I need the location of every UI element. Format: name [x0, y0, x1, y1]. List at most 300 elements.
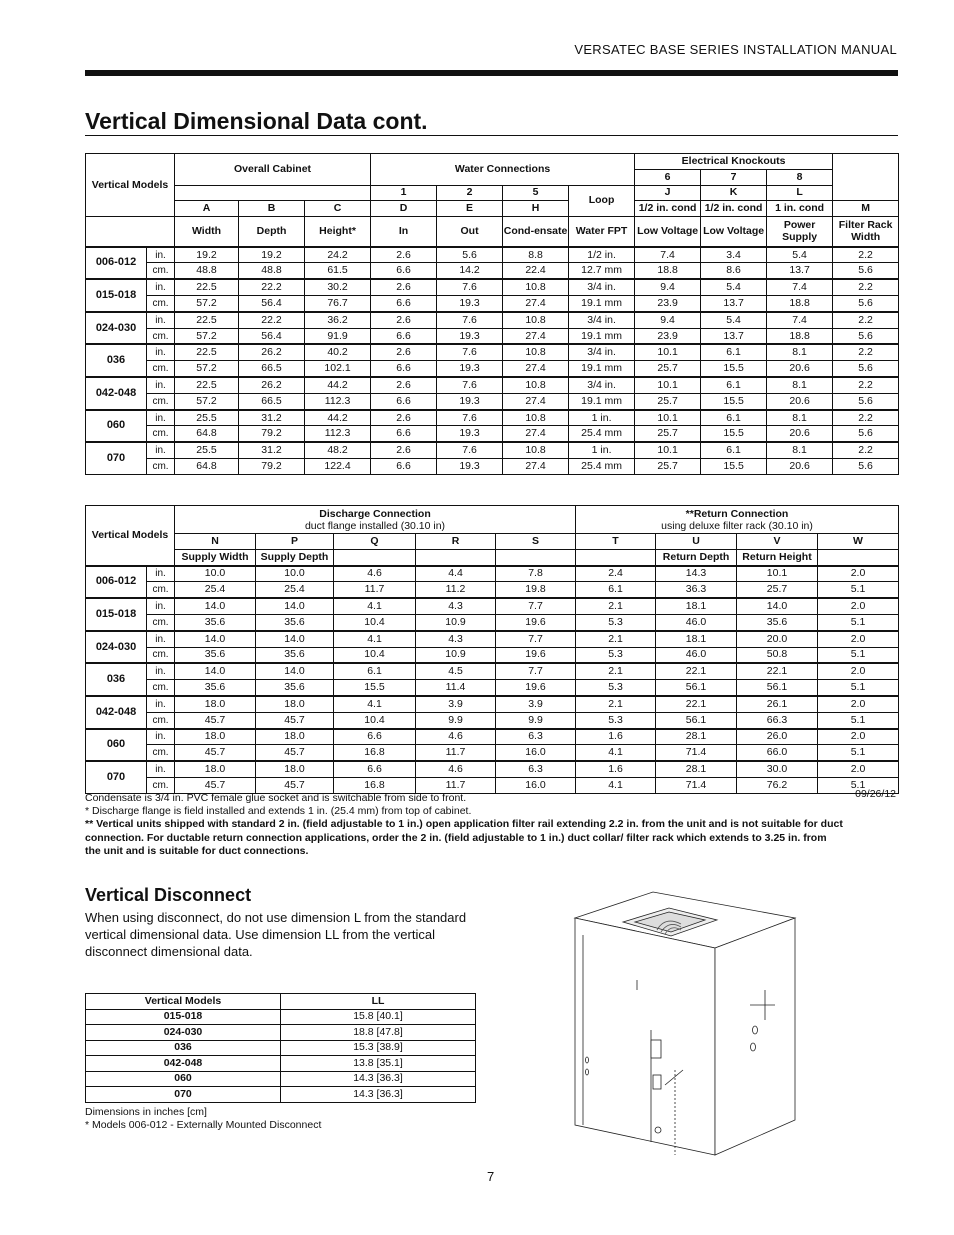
value-cell: 8.1 [767, 377, 833, 393]
value-cell: 4.3 [416, 598, 496, 614]
value-cell: 14.0 [175, 598, 256, 614]
table-row [86, 312, 899, 328]
desc-j: Low Voltage [635, 217, 701, 247]
unit-cell: in. [147, 631, 175, 647]
value-cell: 5.4 [767, 247, 833, 263]
value-cell: 27.4 [503, 393, 569, 409]
table-row [86, 328, 899, 344]
value-cell: 26.2 [239, 344, 305, 360]
value-cell: 26.1 [737, 696, 818, 712]
value-cell: 2.6 [371, 442, 437, 458]
model-cell: 060 [86, 410, 147, 443]
model-cell: 060 [86, 729, 147, 762]
desc-w-blank [818, 549, 899, 565]
value-cell: 10.9 [416, 647, 496, 663]
value-cell: 4.6 [416, 761, 496, 777]
unit-cell: cm. [147, 582, 175, 598]
value-cell: 6.6 [371, 393, 437, 409]
value-cell: 40.2 [305, 344, 371, 360]
desc-h: Cond-ensate [503, 217, 569, 247]
value-cell: 46.0 [656, 647, 737, 663]
col-b: B [239, 201, 305, 217]
value-cell: 2.6 [371, 344, 437, 360]
value-cell: 4.4 [416, 566, 496, 582]
value-cell: 13.7 [701, 328, 767, 344]
page-number: 7 [487, 1169, 495, 1184]
value-cell: 10.4 [334, 712, 416, 728]
value-cell: 26.2 [239, 377, 305, 393]
knockout-6: 6 [635, 169, 701, 185]
value-cell: 2.6 [371, 410, 437, 426]
value-cell: 46.0 [656, 614, 737, 630]
table-row [86, 745, 899, 761]
value-cell: 13.7 [701, 296, 767, 312]
value-cell: 12.7 mm [569, 263, 635, 279]
value-cell: 45.7 [256, 745, 334, 761]
value-cell: 1/2 in. [569, 247, 635, 263]
col-m: M [833, 201, 899, 217]
ll-value-cell: 14.3 [36.3] [281, 1071, 476, 1087]
value-cell: 18.8 [767, 328, 833, 344]
value-cell: 48.8 [239, 263, 305, 279]
disconnect-footnotes [85, 1106, 321, 1132]
water-5: 5 [503, 185, 569, 201]
value-cell: 5.4 [701, 279, 767, 295]
value-cell: 5.6 [437, 247, 503, 263]
model-cell: 070 [86, 761, 147, 793]
value-cell: 6.1 [701, 410, 767, 426]
value-cell: 2.0 [818, 663, 899, 679]
desc-n: Supply Width [175, 549, 256, 565]
value-cell: 2.1 [576, 631, 656, 647]
table-row [86, 1040, 476, 1056]
col-p: P [256, 534, 334, 550]
ll-model-cell: 015-018 [86, 1009, 281, 1025]
value-cell: 6.6 [371, 328, 437, 344]
ll-model-cell: 070 [86, 1087, 281, 1103]
desc-b: Depth [239, 217, 305, 247]
value-cell: 10.8 [503, 442, 569, 458]
value-cell: 7.8 [496, 566, 576, 582]
value-cell: 6.6 [371, 263, 437, 279]
value-cell: 2.0 [818, 631, 899, 647]
value-cell: 45.7 [175, 712, 256, 728]
value-cell: 6.1 [576, 582, 656, 598]
value-cell: 6.6 [371, 459, 437, 475]
value-cell: 18.0 [175, 729, 256, 745]
desc-m: Filter Rack Width [833, 217, 899, 247]
unit-cell: in. [147, 410, 175, 426]
discharge-title: Discharge Connection [319, 507, 431, 520]
ll-value-cell: 14.3 [36.3] [281, 1087, 476, 1103]
value-cell: 2.6 [371, 247, 437, 263]
value-cell: 5.6 [833, 426, 899, 442]
value-cell: 15.5 [701, 393, 767, 409]
table-row [86, 377, 899, 393]
value-cell: 7.7 [496, 598, 576, 614]
value-cell: 22.1 [656, 696, 737, 712]
value-cell: 50.8 [737, 647, 818, 663]
value-cell: 19.6 [496, 614, 576, 630]
value-cell: 2.0 [818, 566, 899, 582]
value-cell: 5.1 [818, 582, 899, 598]
value-cell: 7.4 [767, 279, 833, 295]
value-cell: 27.4 [503, 426, 569, 442]
value-cell: 10.0 [256, 566, 334, 582]
table-notes [85, 792, 845, 858]
value-cell: 22.1 [656, 663, 737, 679]
return-title: **Return Connection [685, 507, 789, 520]
desc-e: Out [437, 217, 503, 247]
value-cell: 25.7 [635, 361, 701, 377]
table-row [86, 426, 899, 442]
value-cell: 35.6 [256, 680, 334, 696]
value-cell: 25.7 [635, 459, 701, 475]
table-row [86, 647, 899, 663]
value-cell: 30.0 [737, 761, 818, 777]
return-sub: using deluxe filter rack (30.10 in) [661, 519, 813, 532]
value-cell: 10.1 [635, 442, 701, 458]
value-cell: 4.5 [416, 663, 496, 679]
value-cell: 19.1 mm [569, 328, 635, 344]
unit-cell: cm. [147, 328, 175, 344]
value-cell: 2.1 [576, 598, 656, 614]
col-u: U [656, 534, 737, 550]
desc-k: Low Voltage [701, 217, 767, 247]
desc-s-blank [496, 549, 576, 565]
unit-cell: in. [147, 696, 175, 712]
value-cell: 19.3 [437, 296, 503, 312]
desc-d: In [371, 217, 437, 247]
table-row [86, 761, 899, 777]
desc-a: Width [175, 217, 239, 247]
value-cell: 16.8 [334, 745, 416, 761]
value-cell: 2.0 [818, 761, 899, 777]
unit-cell: in. [147, 344, 175, 360]
table-row [86, 663, 899, 679]
value-cell: 8.1 [767, 410, 833, 426]
col-w: W [818, 534, 899, 550]
value-cell: 15.5 [701, 459, 767, 475]
value-cell: 2.2 [833, 279, 899, 295]
value-cell: 5.3 [576, 680, 656, 696]
value-cell: 4.1 [576, 777, 656, 793]
footnote-models: * Models 006-012 - Externally Mounted Disconnect [85, 1119, 322, 1131]
value-cell: 2.2 [833, 247, 899, 263]
value-cell: 19.8 [496, 582, 576, 598]
value-cell: 2.6 [371, 377, 437, 393]
value-cell: 3/4 in. [569, 312, 635, 328]
value-cell: 19.2 [175, 247, 239, 263]
value-cell: 10.4 [334, 614, 416, 630]
ll-models-header: Vertical Models [86, 994, 281, 1010]
value-cell: 5.6 [833, 393, 899, 409]
value-cell: 19.6 [496, 680, 576, 696]
value-cell: 4.1 [576, 745, 656, 761]
table-row [86, 566, 899, 582]
value-cell: 6.6 [371, 426, 437, 442]
value-cell: 19.1 mm [569, 361, 635, 377]
value-cell: 6.6 [334, 729, 416, 745]
value-cell: 5.6 [833, 296, 899, 312]
knockout-7: 7 [701, 169, 767, 185]
value-cell: 16.0 [496, 745, 576, 761]
ll-value-cell: 13.8 [35.1] [281, 1056, 476, 1072]
desc-u: Return Depth [656, 549, 737, 565]
header-rule [85, 70, 898, 76]
value-cell: 35.6 [175, 647, 256, 663]
value-cell: 14.0 [737, 598, 818, 614]
value-cell: 7.6 [437, 377, 503, 393]
col-n: N [175, 534, 256, 550]
unit-cell: in. [147, 598, 175, 614]
value-cell: 35.6 [256, 647, 334, 663]
desc-r-blank [416, 549, 496, 565]
value-cell: 9.4 [635, 279, 701, 295]
value-cell: 6.1 [701, 377, 767, 393]
value-cell: 10.8 [503, 344, 569, 360]
model-cell: 015-018 [86, 598, 147, 631]
value-cell: 31.2 [239, 410, 305, 426]
value-cell: 4.6 [416, 729, 496, 745]
value-cell: 57.2 [175, 393, 239, 409]
value-cell: 15.5 [334, 680, 416, 696]
value-cell: 7.7 [496, 663, 576, 679]
model-cell: 036 [86, 344, 147, 377]
value-cell: 2.2 [833, 442, 899, 458]
models-header-2: Vertical Models [86, 506, 175, 566]
connection-dimension-table [85, 505, 899, 794]
value-cell: 26.0 [737, 729, 818, 745]
value-cell: 76.7 [305, 296, 371, 312]
unit-cell: in. [147, 761, 175, 777]
value-cell: 71.4 [656, 745, 737, 761]
cabinet-dimension-table [85, 153, 899, 475]
note-vertical: ** Vertical units shipped with standard 2 in. (field adjustable to 1 in.) open application filter rail extending 2.2 in. from the unit and is not suitable for duct connection. For ductable return connection applications, order the 2 in. (field adjustable to 1 in.) duct collar/ filter rack which extends to 3.25 in. from the unit and is suitable for duct connections. [85, 818, 843, 857]
value-cell: 2.0 [818, 729, 899, 745]
model-cell: 036 [86, 663, 147, 696]
col-l-sub: 1 in. cond [767, 201, 833, 217]
value-cell: 3/4 in. [569, 279, 635, 295]
value-cell: 5.6 [833, 361, 899, 377]
col-s: S [496, 534, 576, 550]
value-cell: 2.1 [576, 663, 656, 679]
desc-c: Height* [305, 217, 371, 247]
value-cell: 22.1 [737, 663, 818, 679]
value-cell: 10.8 [503, 410, 569, 426]
value-cell: 76.2 [737, 777, 818, 793]
water-1: 1 [371, 185, 437, 201]
value-cell: 5.1 [818, 712, 899, 728]
unit-cell: cm. [147, 712, 175, 728]
desc-t-blank [576, 549, 656, 565]
value-cell: 5.1 [818, 680, 899, 696]
value-cell: 48.2 [305, 442, 371, 458]
ll-value-cell: 15.3 [38.9] [281, 1040, 476, 1056]
value-cell: 45.7 [175, 777, 256, 793]
value-cell: 6.6 [371, 361, 437, 377]
model-cell: 042-048 [86, 377, 147, 410]
value-cell: 5.3 [576, 647, 656, 663]
table-row [86, 459, 899, 475]
ll-header: LL [281, 994, 476, 1010]
col-r: R [416, 534, 496, 550]
unit-cell: cm. [147, 680, 175, 696]
model-cell: 006-012 [86, 566, 147, 599]
value-cell: 18.0 [256, 761, 334, 777]
value-cell: 7.4 [635, 247, 701, 263]
value-cell: 10.1 [635, 344, 701, 360]
unit-cell: cm. [147, 745, 175, 761]
value-cell: 1 in. [569, 410, 635, 426]
value-cell: 25.5 [175, 410, 239, 426]
desc-q-blank [334, 549, 416, 565]
value-cell: 44.2 [305, 410, 371, 426]
value-cell: 9.9 [496, 712, 576, 728]
desc-l: Power Supply [767, 217, 833, 247]
value-cell: 25.4 mm [569, 426, 635, 442]
value-cell: 18.0 [175, 696, 256, 712]
value-cell: 10.8 [503, 279, 569, 295]
value-cell: 2.4 [576, 566, 656, 582]
value-cell: 4.6 [334, 566, 416, 582]
value-cell: 1 in. [569, 442, 635, 458]
value-cell: 14.0 [256, 663, 334, 679]
cabinet-blank [175, 185, 371, 201]
value-cell: 25.4 [175, 582, 256, 598]
value-cell: 25.4 mm [569, 459, 635, 475]
value-cell: 20.6 [767, 459, 833, 475]
value-cell: 16.8 [334, 777, 416, 793]
table-row [86, 614, 899, 630]
model-cell: 042-048 [86, 696, 147, 729]
value-cell: 44.2 [305, 377, 371, 393]
value-cell: 14.0 [175, 631, 256, 647]
value-cell: 4.1 [334, 598, 416, 614]
value-cell: 18.0 [256, 729, 334, 745]
table-row [86, 631, 899, 647]
value-cell: 7.6 [437, 410, 503, 426]
value-cell: 23.9 [635, 328, 701, 344]
col-h: H [503, 201, 569, 217]
col-t: T [576, 534, 656, 550]
disconnect-paragraph: When using disconnect, do not use dimension L from the standard vertical dimensional data. Use dimension LL from the vertical disconnect dimensional data. [85, 910, 467, 959]
value-cell: 19.3 [437, 426, 503, 442]
value-cell: 18.1 [656, 598, 737, 614]
table-row [86, 696, 899, 712]
value-cell: 11.7 [416, 745, 496, 761]
value-cell: 14.0 [256, 631, 334, 647]
water-2: 2 [437, 185, 503, 201]
ll-value-cell: 15.8 [40.1] [281, 1009, 476, 1025]
table-row [86, 712, 899, 728]
value-cell: 10.4 [334, 647, 416, 663]
table-row [86, 777, 899, 793]
table-row [86, 410, 899, 426]
value-cell: 20.6 [767, 361, 833, 377]
value-cell: 14.3 [656, 566, 737, 582]
manual-title: VERSATEC BASE SERIES INSTALLATION MANUAL [574, 42, 897, 57]
value-cell: 15.5 [701, 426, 767, 442]
value-cell: 35.6 [175, 614, 256, 630]
disconnect-table [85, 993, 476, 1103]
unit-cell: cm. [147, 777, 175, 793]
value-cell: 27.4 [503, 361, 569, 377]
value-cell: 64.8 [175, 426, 239, 442]
value-cell: 24.2 [305, 247, 371, 263]
table-row [86, 344, 899, 360]
unit-cell: cm. [147, 614, 175, 630]
value-cell: 18.0 [175, 761, 256, 777]
ll-model-cell: 024-030 [86, 1025, 281, 1041]
value-cell: 8.8 [503, 247, 569, 263]
unit-cell: in. [147, 377, 175, 393]
model-cell: 024-030 [86, 312, 147, 345]
value-cell: 18.8 [767, 296, 833, 312]
value-cell: 6.6 [371, 296, 437, 312]
ll-model-cell: 042-048 [86, 1056, 281, 1072]
col-v: V [737, 534, 818, 550]
value-cell: 10.1 [635, 410, 701, 426]
model-cell: 070 [86, 442, 147, 474]
value-cell: 56.4 [239, 328, 305, 344]
models-header: Vertical Models [86, 154, 175, 217]
table-row [86, 1087, 476, 1103]
discharge-connection-header [175, 506, 576, 534]
value-cell: 56.1 [737, 680, 818, 696]
models-desc-blank [86, 217, 175, 247]
value-cell: 11.4 [416, 680, 496, 696]
table-row [86, 680, 899, 696]
value-cell: 19.3 [437, 361, 503, 377]
value-cell: 45.7 [256, 777, 334, 793]
value-cell: 2.1 [576, 696, 656, 712]
value-cell: 36.2 [305, 312, 371, 328]
value-cell: 14.0 [175, 663, 256, 679]
value-cell: 5.4 [701, 312, 767, 328]
ll-model-cell: 060 [86, 1071, 281, 1087]
col-c: C [305, 201, 371, 217]
note-discharge: * Discharge flange is field installed and extends 1 in. (25.4 mm) from top of cabinet. [85, 805, 472, 818]
value-cell: 19.3 [437, 459, 503, 475]
value-cell: 25.7 [737, 582, 818, 598]
value-cell: 10.1 [635, 377, 701, 393]
table-row [86, 296, 899, 312]
value-cell: 6.6 [334, 761, 416, 777]
value-cell: 66.5 [239, 361, 305, 377]
ll-model-cell: 036 [86, 1040, 281, 1056]
value-cell: 91.9 [305, 328, 371, 344]
value-cell: 25.4 [256, 582, 334, 598]
table-row [86, 279, 899, 295]
value-cell: 1.6 [576, 761, 656, 777]
value-cell: 6.3 [496, 761, 576, 777]
table-row [86, 1071, 476, 1087]
value-cell: 31.2 [239, 442, 305, 458]
table-row [86, 263, 899, 279]
value-cell: 7.6 [437, 312, 503, 328]
value-cell: 122.4 [305, 459, 371, 475]
value-cell: 57.2 [175, 361, 239, 377]
value-cell: 5.3 [576, 614, 656, 630]
value-cell: 35.6 [737, 614, 818, 630]
value-cell: 10.1 [737, 566, 818, 582]
filter-rack-blank [833, 154, 899, 201]
value-cell: 2.0 [818, 598, 899, 614]
value-cell: 5.1 [818, 777, 899, 793]
col-e: E [437, 201, 503, 217]
unit-cell: cm. [147, 361, 175, 377]
